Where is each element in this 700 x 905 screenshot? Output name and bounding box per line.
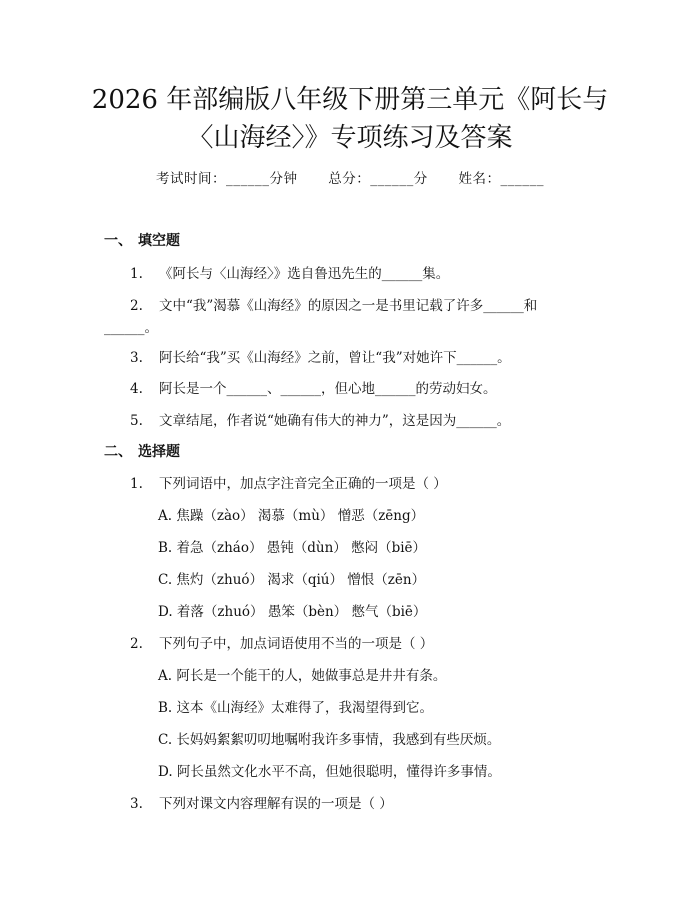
section-title: 选择题	[138, 444, 180, 460]
question-text: 文中“我”渴慕《山海经》的原因之一是书里记载了许多______和	[159, 298, 538, 314]
page-title-line-1: 2026 年部编版八年级下册第三单元《阿长与	[91, 85, 609, 115]
answer-option: A. 阿长是一个能干的人，她做事总是井井有条。	[158, 668, 447, 684]
exam-meta	[0, 167, 700, 187]
question-number: 3.	[130, 796, 143, 812]
answer-option: A. 焦躁（zào） 渴慕（mù） 憎恶（zēng）	[158, 508, 425, 524]
section-title: 填空题	[138, 233, 180, 249]
question-number: 2.	[130, 636, 143, 652]
question-number: 4.	[130, 381, 143, 397]
section-number: 二、	[104, 444, 132, 460]
page-title-line-2: 〈山海经〉》专项练习及答案	[187, 123, 513, 153]
question-item	[130, 262, 449, 282]
question-number: 3.	[130, 350, 143, 366]
question-item	[130, 792, 393, 812]
answer-option: C. 焦灼（zhuó） 渴求（qiú） 憎恨（zēn）	[158, 572, 426, 588]
question-item	[130, 294, 537, 314]
section-heading-multiple-choice	[104, 441, 180, 461]
question-text: 阿长是一个______、______，但心地______的劳动妇女。	[159, 381, 497, 397]
section-number: 一、	[104, 233, 132, 249]
question-text: 阿长给“我”买《山海经》之前，曾让“我”对她许下______。	[159, 350, 511, 366]
answer-option: C. 长妈妈絮絮叨叨地嘱咐我许多事情，我感到有些厌烦。	[158, 732, 501, 748]
question-number: 5.	[130, 413, 143, 429]
answer-option: B. 着急（zháo） 愚钝（dùn） 憋闷（biē）	[158, 540, 427, 556]
question-number: 1.	[130, 266, 143, 282]
exam-time: 考试时间：______分钟	[155, 171, 298, 187]
question-item	[130, 346, 511, 366]
question-item	[130, 472, 447, 492]
question-item	[130, 632, 433, 652]
answer-option: D. 着落（zhuó） 愚笨（bèn） 憋气（biē）	[158, 604, 427, 620]
section-heading-fill-in	[104, 230, 180, 250]
question-text: 《阿长与〈山海经〉》选自鲁迅先生的______集。	[159, 266, 450, 282]
question-text: 下列对课文内容理解有误的一项是（ ）	[159, 796, 393, 812]
question-text: 下列句子中，加点词语使用不当的一项是（ ）	[159, 636, 434, 652]
question-text: 下列词语中，加点字注音完全正确的一项是（ ）	[159, 476, 447, 492]
student-name: 姓名：______	[458, 171, 545, 187]
question-item	[130, 377, 497, 397]
question-number: 1.	[130, 476, 143, 492]
answer-option: B. 这本《山海经》太难得了，我渴望得到它。	[158, 700, 434, 716]
answer-option: D. 阿长虽然文化水平不高，但她很聪明，懂得许多事情。	[158, 764, 501, 780]
question-text-continuation: ______。	[104, 320, 158, 336]
question-number: 2.	[130, 298, 143, 314]
question-item	[130, 409, 510, 429]
question-text: 文章结尾，作者说“她确有伟大的神力”，这是因为______。	[159, 413, 511, 429]
total-score: 总分：______分	[328, 171, 428, 187]
